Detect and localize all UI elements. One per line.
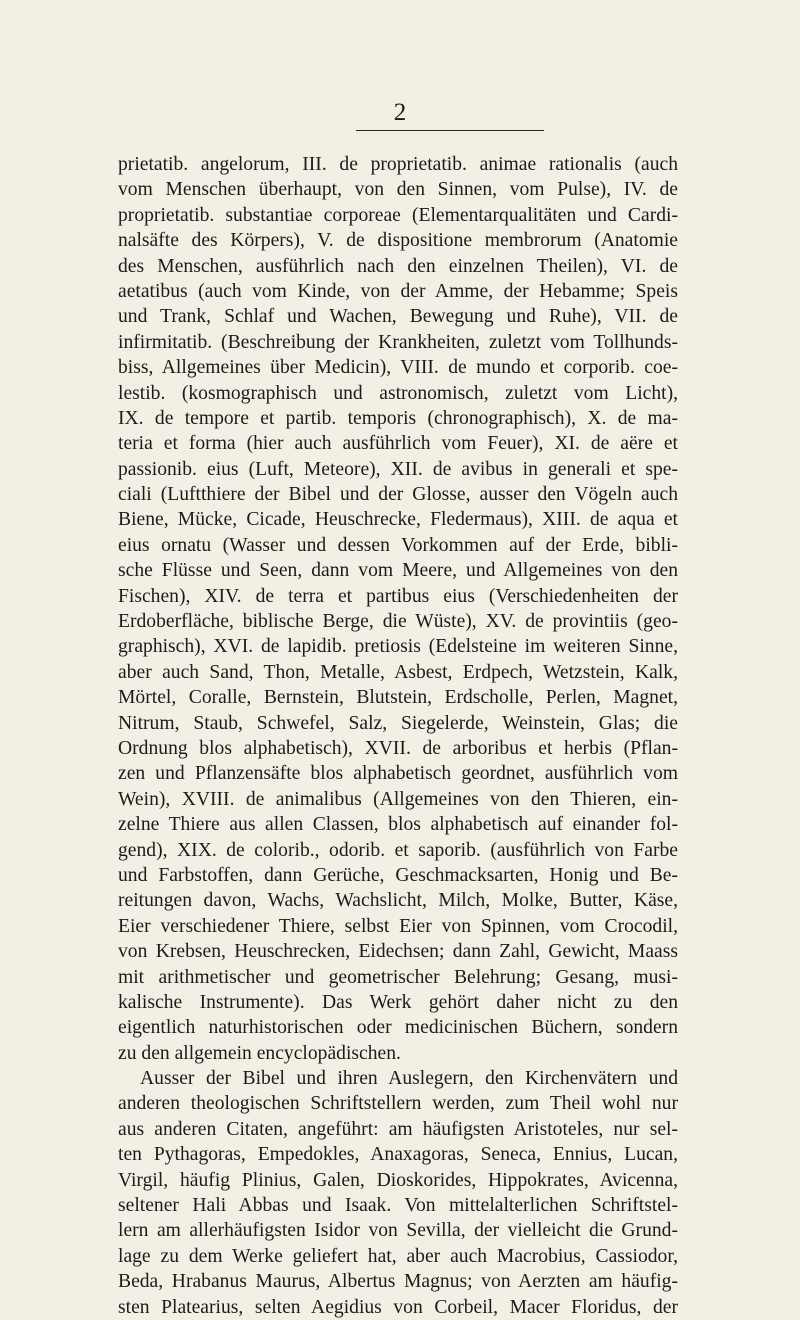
text-line: zen und Pflanzensäfte blos alphabetisch geordnet, ausführlich vom <box>118 763 678 785</box>
text-line: Nitrum, Staub, Schwefel, Salz, Siegelerde, Weinstein, Glas; die <box>118 712 678 734</box>
text-line: Ordnung blos alphabetisch), XVII. de arboribus et herbis (Pflan- <box>118 737 678 759</box>
text-line: eius ornatu (Wasser und dessen Vorkommen auf der Erde, bibli- <box>118 534 678 556</box>
text-line: eigentlich naturhistorischen oder medicinischen Büchern, sondern <box>118 1017 678 1039</box>
text-line: lern am allerhäufigsten Isidor von Sevilla, der vielleicht die Grund- <box>118 1220 678 1242</box>
text-line: graphisch), XVI. de lapidib. pretiosis (Edelsteine im weiteren Sinne, <box>118 636 678 658</box>
text-line: mit arithmetischer und geometrischer Belehrung; Gesang, musi- <box>118 966 678 988</box>
text-line: prietatib. angelorum, III. de proprietatib. animae rationalis (auch <box>118 154 678 175</box>
text-line: des Menschen, ausführlich nach den einzelnen Theilen), VI. de <box>118 255 678 277</box>
text-line: Wein), XVIII. de animalibus (Allgemeines von den Thieren, ein- <box>118 788 678 810</box>
text-line: lestib. (kosmographisch und astronomisch, zuletzt vom Licht), <box>118 382 678 404</box>
text-line: Virgil, häufig Plinius, Galen, Dioskorides, Hippokrates, Avicenna, <box>118 1169 678 1191</box>
text-line: und Trank, Schlaf und Wachen, Bewegung und Ruhe), VII. de <box>118 306 678 328</box>
text-line: sche Flüsse und Seen, dann vom Meere, und Allgemeines von den <box>118 560 678 582</box>
text-line: vom Menschen überhaupt, von den Sinnen, vom Pulse), IV. de <box>118 179 678 201</box>
text-line: passionib. eius (Luft, Meteore), XII. de avibus in generali et spe- <box>118 458 678 480</box>
text-line: lage zu dem Werke geliefert hat, aber auch Macrobius, Cassiodor, <box>118 1245 678 1267</box>
text-line: und Farbstoffen, dann Gerüche, Geschmacksarten, Honig und Be- <box>118 864 678 886</box>
text-line: ciali (Luftthiere der Bibel und der Glosse, ausser den Vögeln auch <box>118 484 678 506</box>
page-number: 2 <box>393 99 407 126</box>
text-line: proprietatib. substantiae corporeae (Elementarqualitäten und Cardi- <box>118 204 678 226</box>
text-line: Biene, Mücke, Cicade, Heuschrecke, Fledermaus), XIII. de aqua et <box>118 509 678 531</box>
text-line: seltener Hali Abbas und Isaak. Von mittelalterlichen Schriftstel- <box>118 1195 678 1217</box>
text-line: biss, Allgemeines über Medicin), VIII. de mundo et corporib. coe- <box>118 357 678 379</box>
text-line: Ausser der Bibel und ihren Auslegern, den Kirchenvätern und <box>140 1068 678 1090</box>
body-text <box>118 152 678 1320</box>
text-line: zelne Thiere aus allen Classen, blos alphabetisch auf einander fol- <box>118 814 678 836</box>
text-line: kalische Instrumente). Das Werk gehört daher nicht zu den <box>118 991 678 1013</box>
header-rule <box>356 130 544 131</box>
text-line: Erdoberfläche, biblische Berge, die Wüste), XV. de provintiis (geo- <box>118 611 678 633</box>
text-line: Eier verschiedener Thiere, selbst Eier von Spinnen, vom Crocodil, <box>118 915 678 937</box>
text-line: zu den allgemein encyclopädischen. <box>118 1042 401 1064</box>
text-line: infirmitatib. (Beschreibung der Krankheiten, zuletzt vom Tollhunds- <box>118 331 678 353</box>
text-line: aetatibus (auch vom Kinde, von der Amme, der Hebamme; Speis <box>118 280 678 302</box>
text-line: von Krebsen, Heuschrecken, Eidechsen; dann Zahl, Gewicht, Maass <box>118 941 678 963</box>
text-line: Beda, Hrabanus Maurus, Albertus Magnus; von Aerzten am häufig- <box>118 1271 678 1293</box>
text-line: Mörtel, Coralle, Bernstein, Blutstein, Erdscholle, Perlen, Magnet, <box>118 687 678 709</box>
text-line: reitungen davon, Wachs, Wachslicht, Milch, Molke, Butter, Käse, <box>118 890 678 912</box>
text-line: Fischen), XIV. de terra et partibus eius (Verschiedenheiten der <box>118 585 678 607</box>
text-line: aber auch Sand, Thon, Metalle, Asbest, Erdpech, Wetzstein, Kalk, <box>118 661 678 683</box>
text-line: IX. de tempore et partib. temporis (chronographisch), X. de ma- <box>118 407 678 429</box>
text-line: nalsäfte des Körpers), V. de dispositione membrorum (Anatomie <box>118 230 678 252</box>
text-line: sten Platearius, selten Aegidius von Corbeil, Macer Floridus, der <box>118 1296 678 1318</box>
text-line: gend), XIX. de colorib., odorib. et saporib. (ausführlich von Farbe <box>118 839 678 861</box>
text-line: aus anderen Citaten, angeführt: am häufigsten Aristoteles, nur sel- <box>118 1118 678 1140</box>
text-line: ten Pythagoras, Empedokles, Anaxagoras, Seneca, Ennius, Lucan, <box>118 1144 678 1166</box>
text-line: anderen theologischen Schriftstellern werden, zum Theil wohl nur <box>118 1093 678 1115</box>
text-line: teria et forma (hier auch ausführlich vom Feuer), XI. de aëre et <box>118 433 678 455</box>
